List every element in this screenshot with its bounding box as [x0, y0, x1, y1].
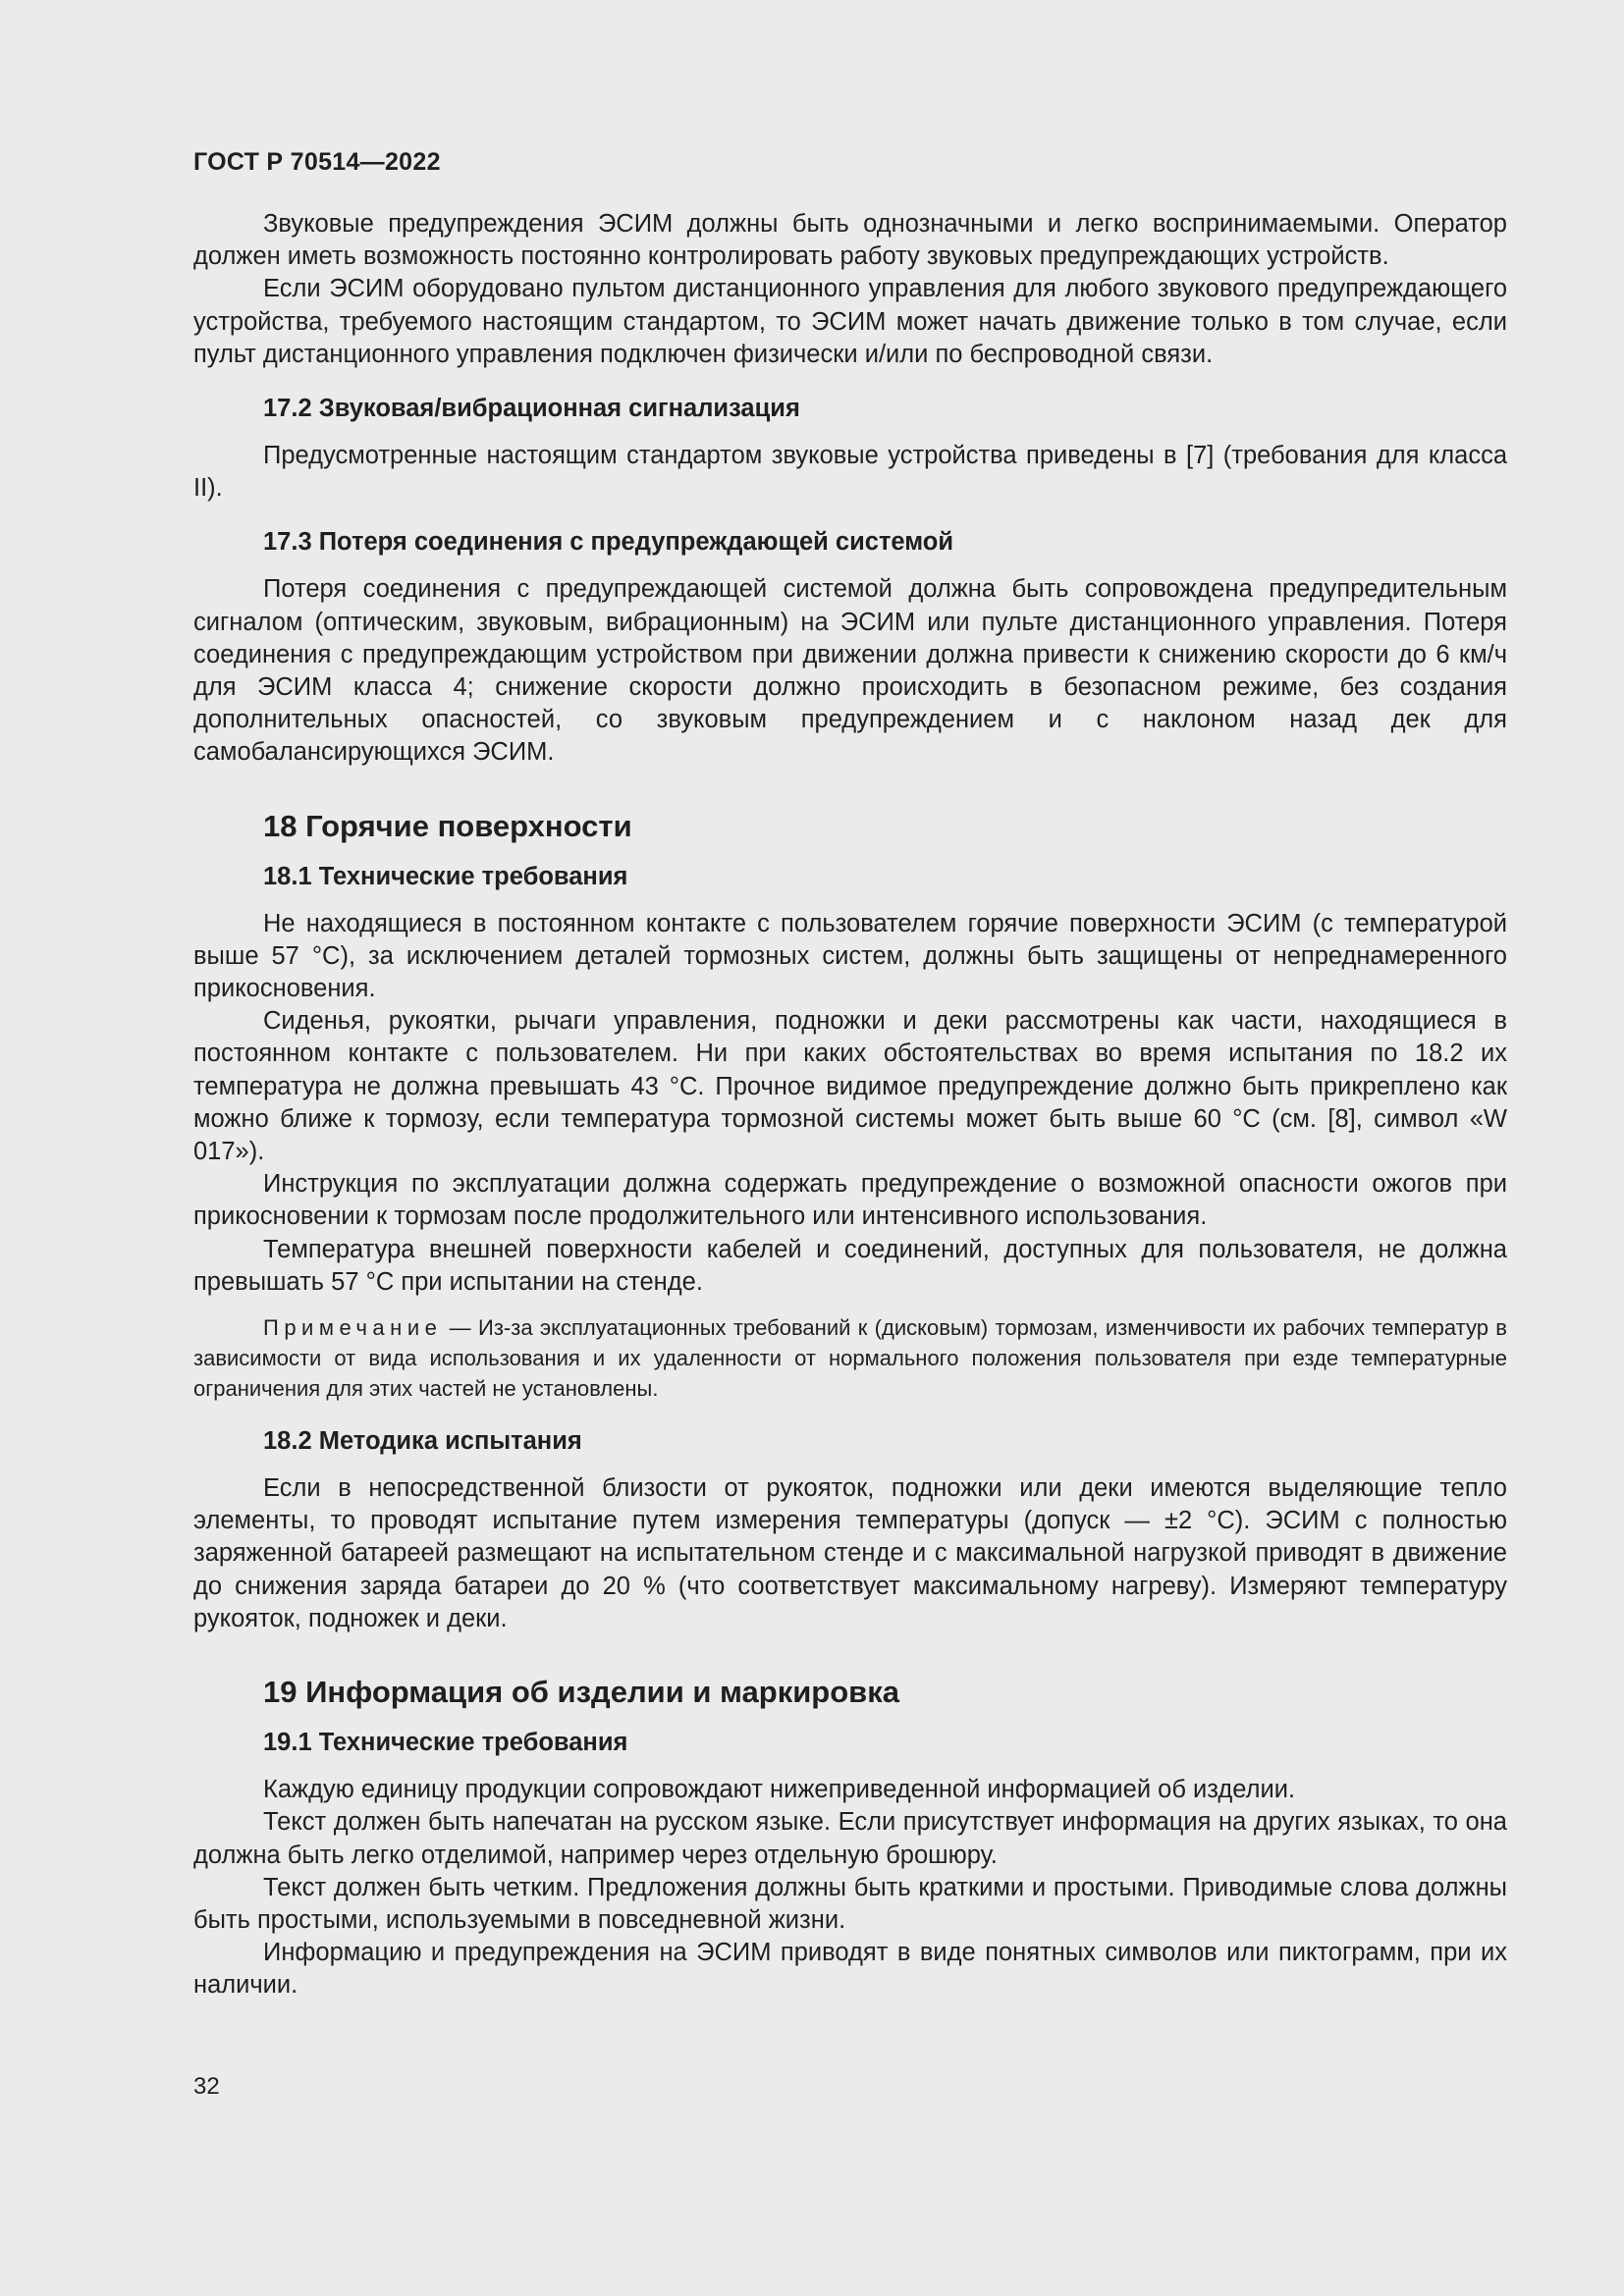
paragraph: Каждую единицу продукции сопровождают нижеприведенной информацией об изделии.	[263, 1776, 1296, 1804]
paragraph: Предусмотренные настоящим стандартом звуковые устройства приведены в [7] (требования для класса II).	[193, 442, 1507, 503]
paragraph: Сиденья, рукоятки, рычаги управления, подножки и деки рассмотрены как части, находящиеся в постоянном контакте с пользователем. Ни при каких обстоятельствах во время испытания по 18.2 их температура не должна превышать 43 °С. Прочное видимое предупреждение должно быть прикреплено как можно ближе к тормозу, если температура тормозной системы может быть выше 60 °С (см. [8], символ «W 017»).	[193, 1007, 1507, 1166]
page-number: 32	[193, 2073, 220, 2100]
chapter-heading-19: 19 Информация об изделии и маркировка	[263, 1675, 899, 1710]
paragraph: Если в непосредственной близости от рукояток, подножки или деки имеются выделяющие тепло элементы, то проводят испытание путем измерения температуры (допуск — ±2 °С). ЭСИМ с полностью заряженной батареей размещают на испытательном стенде и с максимальной нагрузкой приводят в движение до снижения заряда батареи до 20 % (что соответствует максимальному нагреву). Измеряют температуру рукояток, подножек и деки.	[193, 1474, 1507, 1632]
paragraph: Не находящиеся в постоянном контакте с пользователем горячие поверхности ЭСИМ (с температурой выше 57 °С), за исключением деталей тормозных систем, должны быть защищены от непреднамеренного прикосновения.	[193, 909, 1507, 1003]
section-heading-17-2: 17.2 Звуковая/вибрационная сигнализация	[263, 395, 800, 423]
section-heading-18-2: 18.2 Методика испытания	[263, 1427, 582, 1456]
paragraph: Потеря соединения с предупреждающей системой должна быть сопровождена предупредительным сигналом (оптическим, звуковым, вибрационным) на ЭСИМ или пульте дистанционного управления. Потеря соединения с предупреждающим устройством при движении должна привести к снижению скорости до 6 км/ч для ЭСИМ класса 4; снижение скорости должно происходить в безопасном режиме, без создания дополнительных опасностей, со звуковым предупреждением и с наклоном назад дек для самобалансирующихся ЭСИМ.	[193, 575, 1507, 767]
document-page	[193, 145, 1507, 2002]
note-label: Примечание	[263, 1315, 443, 1341]
section-heading-19-1: 19.1 Технические требования	[263, 1729, 628, 1757]
chapter-heading-18: 18 Горячие поверхности	[263, 808, 632, 843]
paragraph: Температура внешней поверхности кабелей и соединений, доступных для пользователя, не должна превышать 57 °С при испытании на стенде.	[193, 1235, 1507, 1296]
paragraph: Инструкция по эксплуатации должна содержать предупреждение о возможной опасности ожогов при прикосновении к тормозам после продолжительного или интенсивного использования.	[193, 1170, 1507, 1231]
note-text: — Из-за эксплуатационных требований к (дисковым) тормозам, изменчивости их рабочих температур в зависимости от вида использования и их удаленности от нормального положения пользователя при езде температурные ограничения для этих частей не установлены.	[193, 1315, 1507, 1402]
note	[193, 1312, 1507, 1404]
paragraph: Звуковые предупреждения ЭСИМ должны быть однозначными и легко воспринимаемыми. Оператор должен иметь возможность постоянно контролировать работу звуковых предупреждающих устройств.	[193, 210, 1507, 271]
section-heading-17-3: 17.3 Потеря соединения с предупреждающей системой	[263, 528, 954, 557]
paragraph: Если ЭСИМ оборудовано пультом дистанционного управления для любого звукового предупреждающего устройства, требуемого настоящим стандартом, то ЭСИМ может начать движение только в том случае, если пульт дистанционного управления подключен физически и/или по беспроводной связи.	[193, 275, 1507, 368]
section-heading-18-1: 18.1 Технические требования	[263, 862, 628, 890]
paragraph: Информацию и предупреждения на ЭСИМ приводят в виде понятных символов или пиктограмм, при их наличии.	[193, 1939, 1507, 2000]
paragraph: Текст должен быть четким. Предложения должны быть краткими и простыми. Приводимые слова должны быть простыми, используемыми в повседневной жизни.	[193, 1873, 1507, 1934]
document-code-header: ГОСТ Р 70514—2022	[193, 148, 441, 176]
paragraph: Текст должен быть напечатан на русском языке. Если присутствует информация на других языках, то она должна быть легко отделимой, например через отдельную брошюру.	[193, 1808, 1507, 1869]
